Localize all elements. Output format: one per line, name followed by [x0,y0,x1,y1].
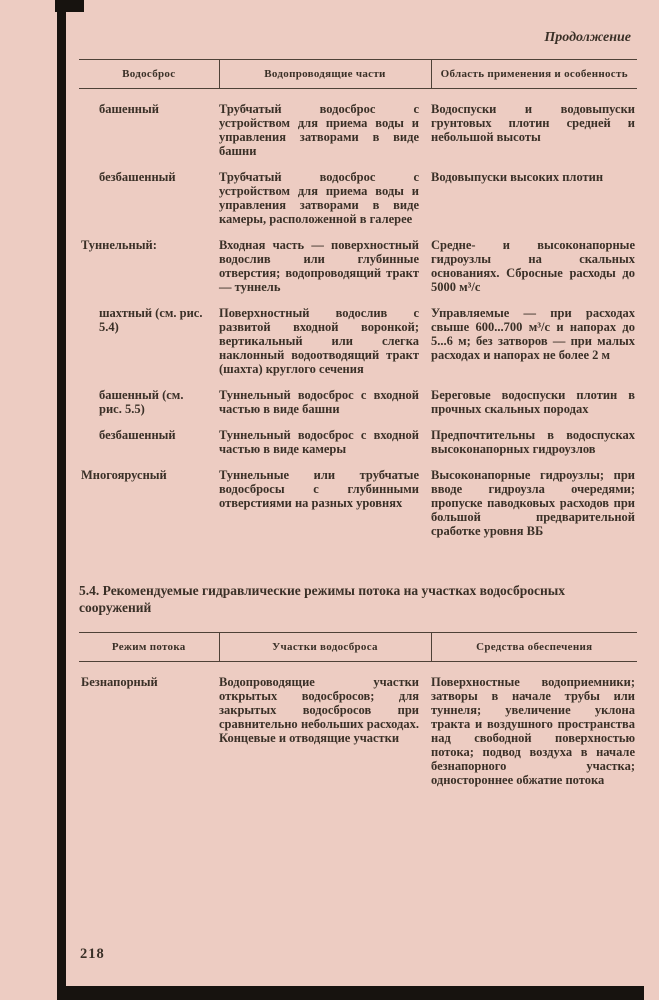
table-cell: Управляемые — при расходах свыше 600...700 м³/с и напорах до 5...6 м; без затворов — при малых расходах и напорах не более 2 м [431,306,635,362]
table-cell: Поверхностный водослив с развитой входной воронкой; вертикальный или слегка наклонный водоотводящий тракт (шахта) круглого сечения [219,306,419,376]
table-cell: Туннельный водосброс с входной частью в виде камеры [219,428,419,456]
table-cell: Водовыпуски высоких плотин [431,170,604,184]
table-cell: безбашенный [99,170,176,184]
table-row [79,170,637,238]
column-header: Водопроводящие части [219,60,431,89]
table-row [79,89,637,171]
table-cell: Туннельный: [81,238,157,252]
table-row [79,662,637,800]
table-cell: Многоярусный [81,468,167,482]
table-cell: башенный (см. рис. 5.5) [99,388,184,416]
table-cell: Водопроводящие участки открытых водосбросов; для закрытых водосбросов при сравнительно небольших расходах. Концевые и отводящие участки [219,675,419,745]
table-row [79,388,637,428]
column-header: Область применения и особенность [431,60,637,89]
table-row [79,468,637,550]
table-row [79,306,637,388]
table-cell: безбашенный [99,428,176,442]
spillway-table [79,59,637,550]
page-number: 218 [80,946,105,962]
table-cell: Туннельные или трубчатые водосбросы с глубинными отверстиями на разных уровнях [219,468,419,510]
table-header-row [79,60,637,89]
table-cell: Туннельный водосброс с входной частью в виде башни [219,388,419,416]
table-cell: Поверхностные водоприемники; затворы в начале трубы или туннеля; увеличение уклона тракта и воздушного пространства над свободной поверхностью потока; подвод воздуха в начале безнапорного участка; одностороннее обжатие потока [431,675,635,787]
table-cell: Средне- и высоконапорные гидроузлы на скальных основаниях. Сбросные расходы до 5000 м³/с [431,238,635,294]
table-cell: Высоконапорные гидроузлы; при вводе гидроузла очередями; пропуске паводковых расходов при большой предварительной сработке уровня ВБ [431,468,635,538]
table-cell: Водоспуски и водовыпуски грунтовых плотин средней и небольшой высоты [431,102,635,144]
table-cell: Трубчатый водосброс с устройством для приема воды и управления затворами в виде башни [219,102,419,158]
table-cell: Трубчатый водосброс с устройством для приема воды и управления затворами в виде камеры, расположенной в галерее [219,170,419,226]
table-cell: Береговые водоспуски плотин в прочных скальных породах [431,388,635,416]
table-row [79,238,637,306]
table-cell: шахтный (см. рис. 5.4) [99,306,203,334]
column-header: Участки водосброса [219,633,431,662]
table-cell: Предпочтительны в водоспусках высоконапорных гидроузлов [431,428,635,456]
table-cell: Безнапорный [81,675,158,689]
column-header: Средства обеспечения [431,633,637,662]
column-header: Водосброс [79,60,219,89]
section-heading: 5.4. Рекомендуемые гидравлические режимы потока на участках водосбросных сооружений [79,583,566,615]
column-header: Режим потока [79,633,219,662]
table-header-row [79,633,637,662]
table-cell: башенный [99,102,159,116]
continuation-label: Продолжение [544,30,631,45]
flow-regime-table [79,632,637,799]
table-cell: Входная часть — поверхностный водослив или глубинные отверстия; водопроводящий тракт — туннель [219,238,419,294]
table-row [79,428,637,468]
